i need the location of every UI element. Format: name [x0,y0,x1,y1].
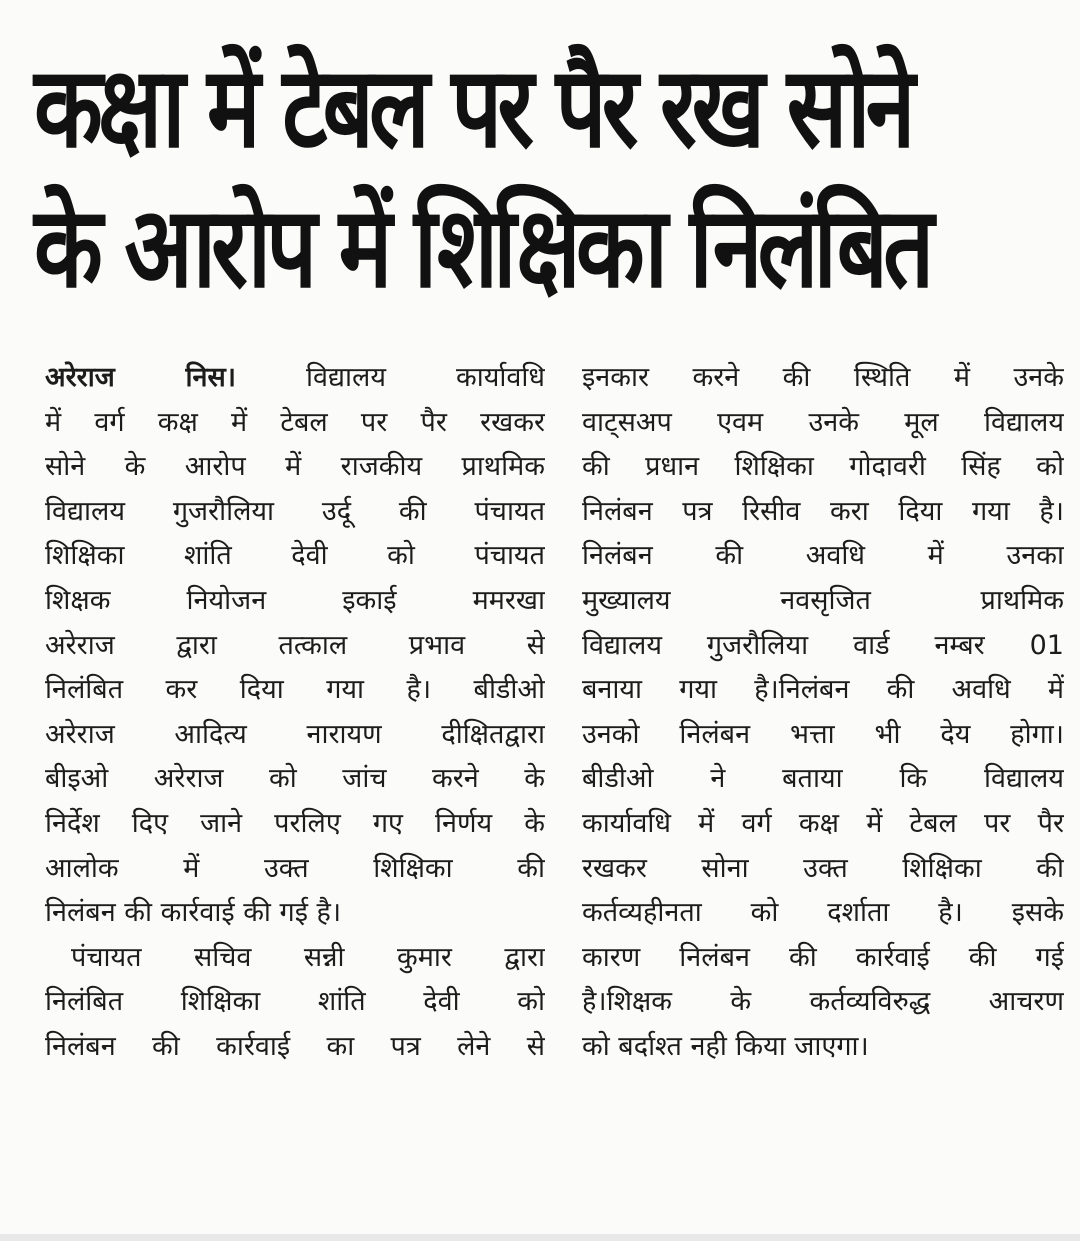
article-line: बनाया गया है।निलंबन की अवधि में [582,674,1064,706]
article-line: को बर्दाश्त नही किया जाएगा। [582,1030,869,1062]
article-line: कर्तव्यहीनता को दर्शाता है। इसके [582,897,1064,929]
article-line: अरेराज द्वारा तत्काल प्रभाव से [45,629,545,661]
article-line: वाट्सअप एवम उनके मूल विद्यालय [582,406,1064,438]
article-line: निलंबन की कार्रवाई की गई है। [45,897,342,929]
bottom-edge [0,1234,1080,1241]
article-line [45,356,545,401]
article-line: इनकार करने की स्थिति में उनके [582,362,1064,393]
headline-line-2: के आरोप में शिक्षिका निलंबित [34,183,930,313]
article-line: है।शिक्षक के कर्तव्यविरुद्ध आचरण [582,986,1064,1018]
article-line: कार्यावधि में वर्ग कक्ष में टेबल पर पैर [582,807,1064,839]
article-line: निलंबित कर दिया गया है। बीडीओ [45,674,545,706]
article-line: विद्यालय गुजरौलिया उर्दू की पंचायत [45,495,545,527]
article-line: सोने के आरोप में राजकीय प्राथमिक [45,451,545,483]
article-line: निलंबन की अवधि में उनका [582,540,1064,572]
headline [34,38,1054,318]
article-line: बीडीओ ने बताया कि विद्यालय [582,763,1064,795]
article-line: पंचायत सचिव सन्नी कुमार द्वारा [71,941,545,973]
article-line: मुख्यालय नवसृजित प्राथमिक [582,584,1064,616]
article-line-text: विद्यालय कार्यावधि [306,362,545,393]
article-line: उनको निलंबन भत्ता भी देय होगा। [582,718,1064,750]
headline-line-1: कक्षा में टेबल पर पैर रख सोने [34,43,911,173]
article-line: रखकर सोना उक्त शिक्षिका की [582,852,1064,884]
article-line: निलंबन की कार्रवाई का पत्र लेने से [45,1030,545,1062]
article-line: विद्यालय गुजरौलिया वार्ड नम्बर 01 [582,629,1064,661]
article-line: बीइओ अरेराज को जांच करने के [45,763,545,795]
article-line: कारण निलंबन की कार्रवाई की गई [582,941,1064,973]
article-left-column [45,356,545,1070]
article-line: में वर्ग कक्ष में टेबल पर पैर रखकर [45,406,545,438]
article-line: आलोक में उक्त शिक्षिका की [45,852,545,884]
article-line: शिक्षिका शांति देवी को पंचायत [45,540,545,572]
dateline: अरेराज निस। [45,362,237,393]
article-line: की प्रधान शिक्षिका गोदावरी सिंह को [582,451,1064,483]
article-line: निलंबन पत्र रिसीव करा दिया गया है। [582,495,1064,527]
article-line: शिक्षक नियोजन इकाई ममरखा [45,584,545,616]
article-line: निर्देश दिए जाने परलिए गए निर्णय के [45,807,545,839]
article-line: निलंबित शिक्षिका शांति देवी को [45,986,545,1018]
article-right-column [582,356,1064,1070]
article-line: अरेराज आदित्य नारायण दीक्षितद्वारा [45,718,545,750]
